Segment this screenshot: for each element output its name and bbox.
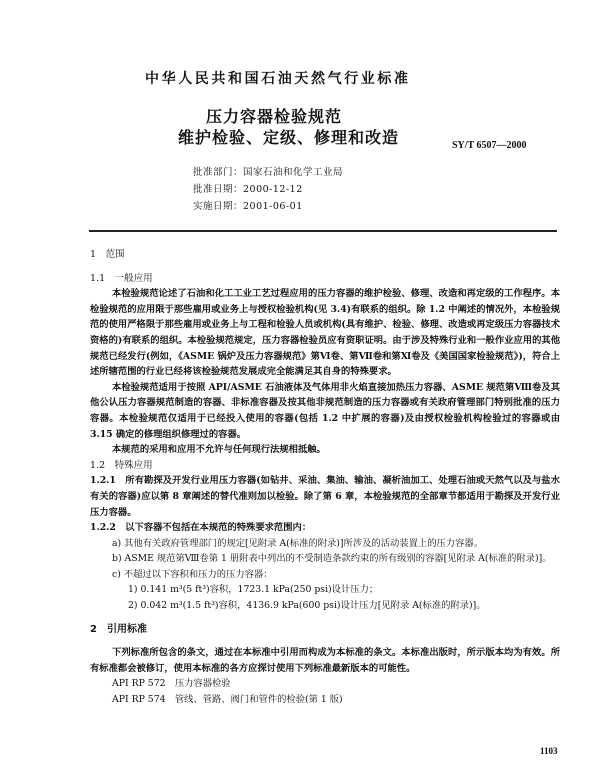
- paragraph: 本检验规范适用于按照 API/ASME 石油液体及气体用非火焰直接加热压力容器、ASME 规范第Ⅷ卷及其他公认压力容器规范制造的容器、非标准容器及按其他非规范制造的压力容器或有关政府管理部门特别批准的压力容器。本检验规范仅适用于已经投入使用的容器(包括 1.2 中扩展的容器)及由授权检验机构检验过的容器或由 3.15 确定的修理组织修理过的容器。: [90, 381, 560, 440]
- document-title-line1: 压力容器检验规范: [206, 107, 343, 126]
- document-title-line2: 维护检验、定级、修理和改造: [178, 128, 400, 147]
- subsection-heading: 1.2 特殊应用: [90, 459, 153, 471]
- paragraph: 下列标准所包含的条文，通过在本标准中引用而构成为本标准的条文。本标准出版时，所示版本均为有效。所有标准都会被修订，使用本标准的各方应探讨使用下列标准最新版本的可能性。: [90, 647, 560, 674]
- reference-item: API RP 574 管线、管路、阀门和管件的检验(第 1 版): [112, 694, 343, 706]
- list-item: 1) 0.141 m³(5 ft³)容积，1723.1 kPa(250 psi)设计压力；: [128, 584, 379, 596]
- list-item: c) 不超过以下容积和压力的压力容器：: [112, 568, 273, 580]
- paragraph: 本规范的采用和应用不允许与任何现行法规相抵触。: [112, 444, 326, 456]
- reference-item: API RP 572 压力容器检验: [112, 678, 231, 690]
- subsection-heading: 1.1 一般应用: [90, 272, 153, 284]
- clause: 1.2.1 所有勘探及开发行业用压力容器(如钻井、采油、集油、输油、凝析油加工、处理石油或天然气以及与盐水有关的容器)应以第 8 章阐述的替代准则加以检验。除了第 6 章，本检验规范的全部章节都适用于勘探及开发行业压力容器。: [90, 475, 560, 518]
- section-heading: 1 范围: [90, 249, 125, 260]
- issuing-organization: 中华人民共和国石油天然气行业标准: [145, 71, 411, 87]
- list-item: b) ASME 规范第Ⅷ卷第 1 册附表中列出的不受制造条款约束的所有级别的容器[见附录 A(标准的附录)]。: [112, 553, 552, 565]
- clause: 1.2.2 以下容器不包括在本规范的特殊要求范围内：: [90, 522, 312, 534]
- list-item: a) 其他有关政府管理部门的规定[见附录 A(标准的附录)]所涉及的活动装置上的压力容器。: [112, 537, 483, 549]
- effective-date: 实施日期：2001-06-01: [193, 201, 303, 212]
- section-1: [90, 247, 560, 708]
- header-divider: [89, 230, 557, 232]
- approval-date: 批准日期：2000-12-12: [193, 184, 303, 195]
- list-item: 2) 0.042 m³(1.5 ft³)容积，4136.9 kPa(600 psi)设计压力[见附录 A(标准的附录)]。: [128, 600, 486, 612]
- approver: 批准部门：国家石油和化学工业局: [193, 167, 344, 178]
- section-heading: 2 引用标准: [90, 623, 147, 635]
- page-number: 1103: [540, 746, 558, 756]
- standard-code: SY/T 6507—2000: [452, 140, 527, 151]
- paragraph: 本检验规范论述了石油和化工工业工艺过程应用的压力容器的维护检验、修理、改造和再定级的工作程序。本检验规范的应用限于那些雇用或业务上与授权检验机构(见 3.4)有联系的组织。除 1.2 中阐述的情况外，本检验规范的使用严格限于那些雇用或业务上与工程和检验人员或机构(具有维护、检验、修理、改造或再定级压力容器技术资格的)有联系的组织。本检验规范规定，压力容器检验员应有资职证明。由于涉及特殊行业和一般作业应用的其他规范已经发行(例如，《ASME 锅炉及压力容器规范》第Ⅵ卷、第Ⅶ卷和第Ⅺ卷及《美国国家检验规范》)，符合上述所辖范围的行业已经将该检验规范发展成完全能满足其自身的特殊要求。: [90, 288, 560, 378]
